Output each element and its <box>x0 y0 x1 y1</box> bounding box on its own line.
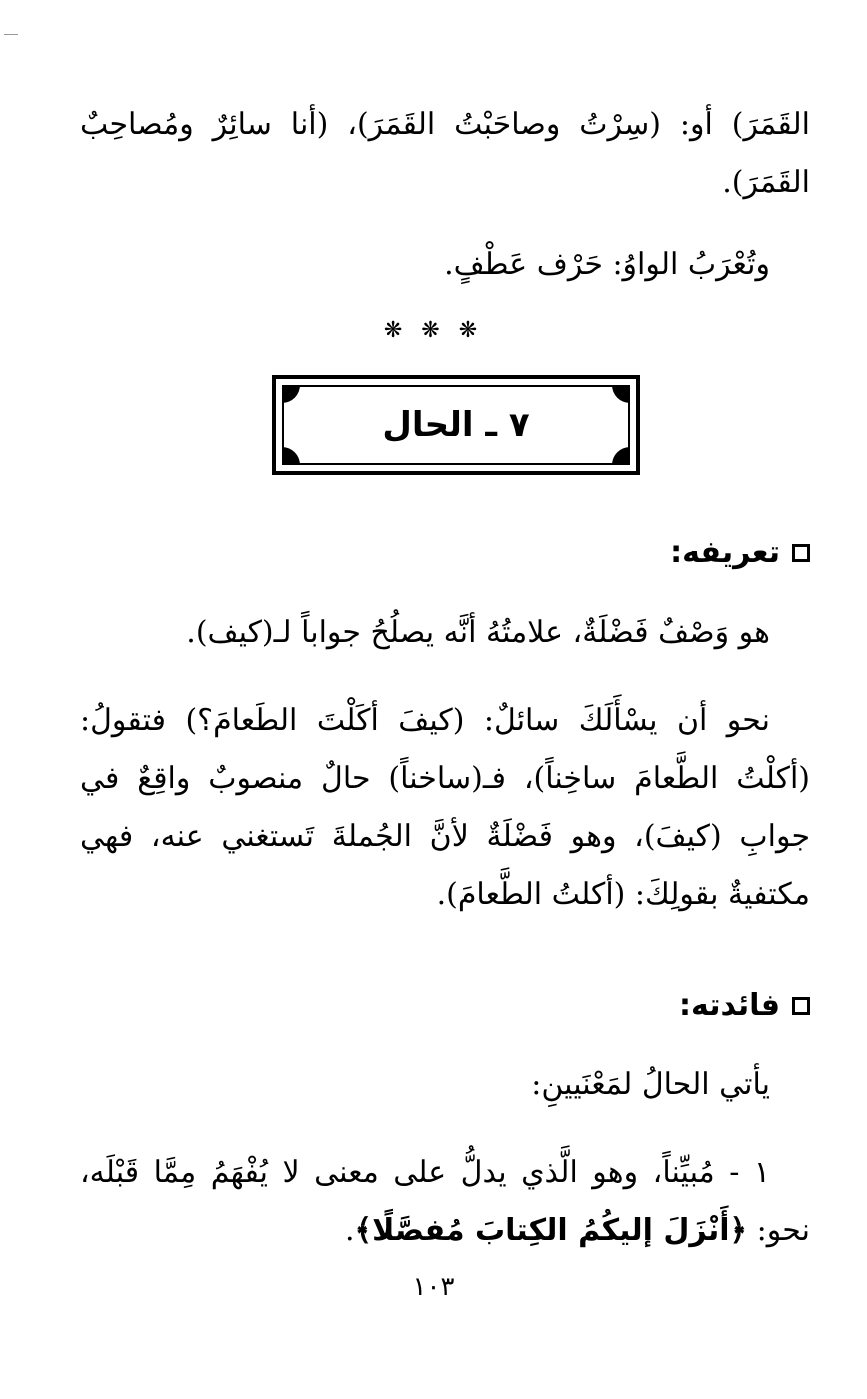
chapter-title: ٧ ـ الحال <box>382 405 530 445</box>
margin-tick <box>4 34 18 35</box>
benefit-heading-label: فائدته: <box>679 988 780 1023</box>
example-paragraph: نحو أن يسْأَلَكَ سائلٌ: (كيفَ أكَلْتَ الطَعامَ؟) فتقولُ: (أكلْتُ الطَّعامَ ساخِناً)، فـ(ساخناً) حالٌ منصوبٌ واقِعٌ في جوابِ (كيفَ)، وهو فَضْلَةٌ لأنَّ الجُملةَ تَستغني عنه، فهي مكتفيةٌ بقولِكَ: (أكلتُ الطَّعامَ). <box>80 703 810 912</box>
frame-corner-ornament <box>612 385 630 403</box>
page-number: ١٠٣ <box>412 1272 455 1302</box>
chapter-title-frame <box>272 375 640 475</box>
waw-note: وتُعْرَبُ الواوُ: حَرْف عَطْفٍ. <box>444 247 770 282</box>
frame-corner-ornament <box>612 447 630 465</box>
benefit-heading <box>80 988 810 1023</box>
benefit-intro: يأتي الحالُ لمَعْنَيينِ: <box>531 1067 770 1102</box>
benefit-item-1 <box>80 1144 810 1260</box>
section-ornament: ❋ ❋ ❋ <box>383 318 484 343</box>
top-paragraph: القَمَرَ) أو: (سِرْتُ وصاحَبْتُ القَمَرَ)، (أنا سائِرٌ ومُصاحِبٌ القَمَرَ). <box>80 107 810 200</box>
quran-verse: ﴿أَنْزَلَ إليكُمُ الكِتابَ مُفصَّلًا﴾ <box>354 1213 748 1248</box>
square-bullet-icon <box>792 997 810 1015</box>
definition-heading <box>80 535 810 570</box>
benefit-item-1-text: ١ - مُبيِّناً، وهو الَّذي يدلُّ على معنى لا يُفْهَمُ مِمَّا قَبْلَه، نحو: <box>80 1155 810 1248</box>
chapter-title-frame-inner <box>282 385 630 465</box>
frame-corner-ornament <box>282 447 300 465</box>
benefit-item-1-end: . <box>344 1213 355 1248</box>
frame-corner-ornament <box>282 385 300 403</box>
definition-text: هو وَصْفٌ فَضْلَةٌ، علامتُهُ أنَّه يصلُحُ جواباً لـ(كيف). <box>186 615 770 650</box>
square-bullet-icon <box>792 544 810 562</box>
definition-heading-label: تعريفه: <box>670 535 780 570</box>
